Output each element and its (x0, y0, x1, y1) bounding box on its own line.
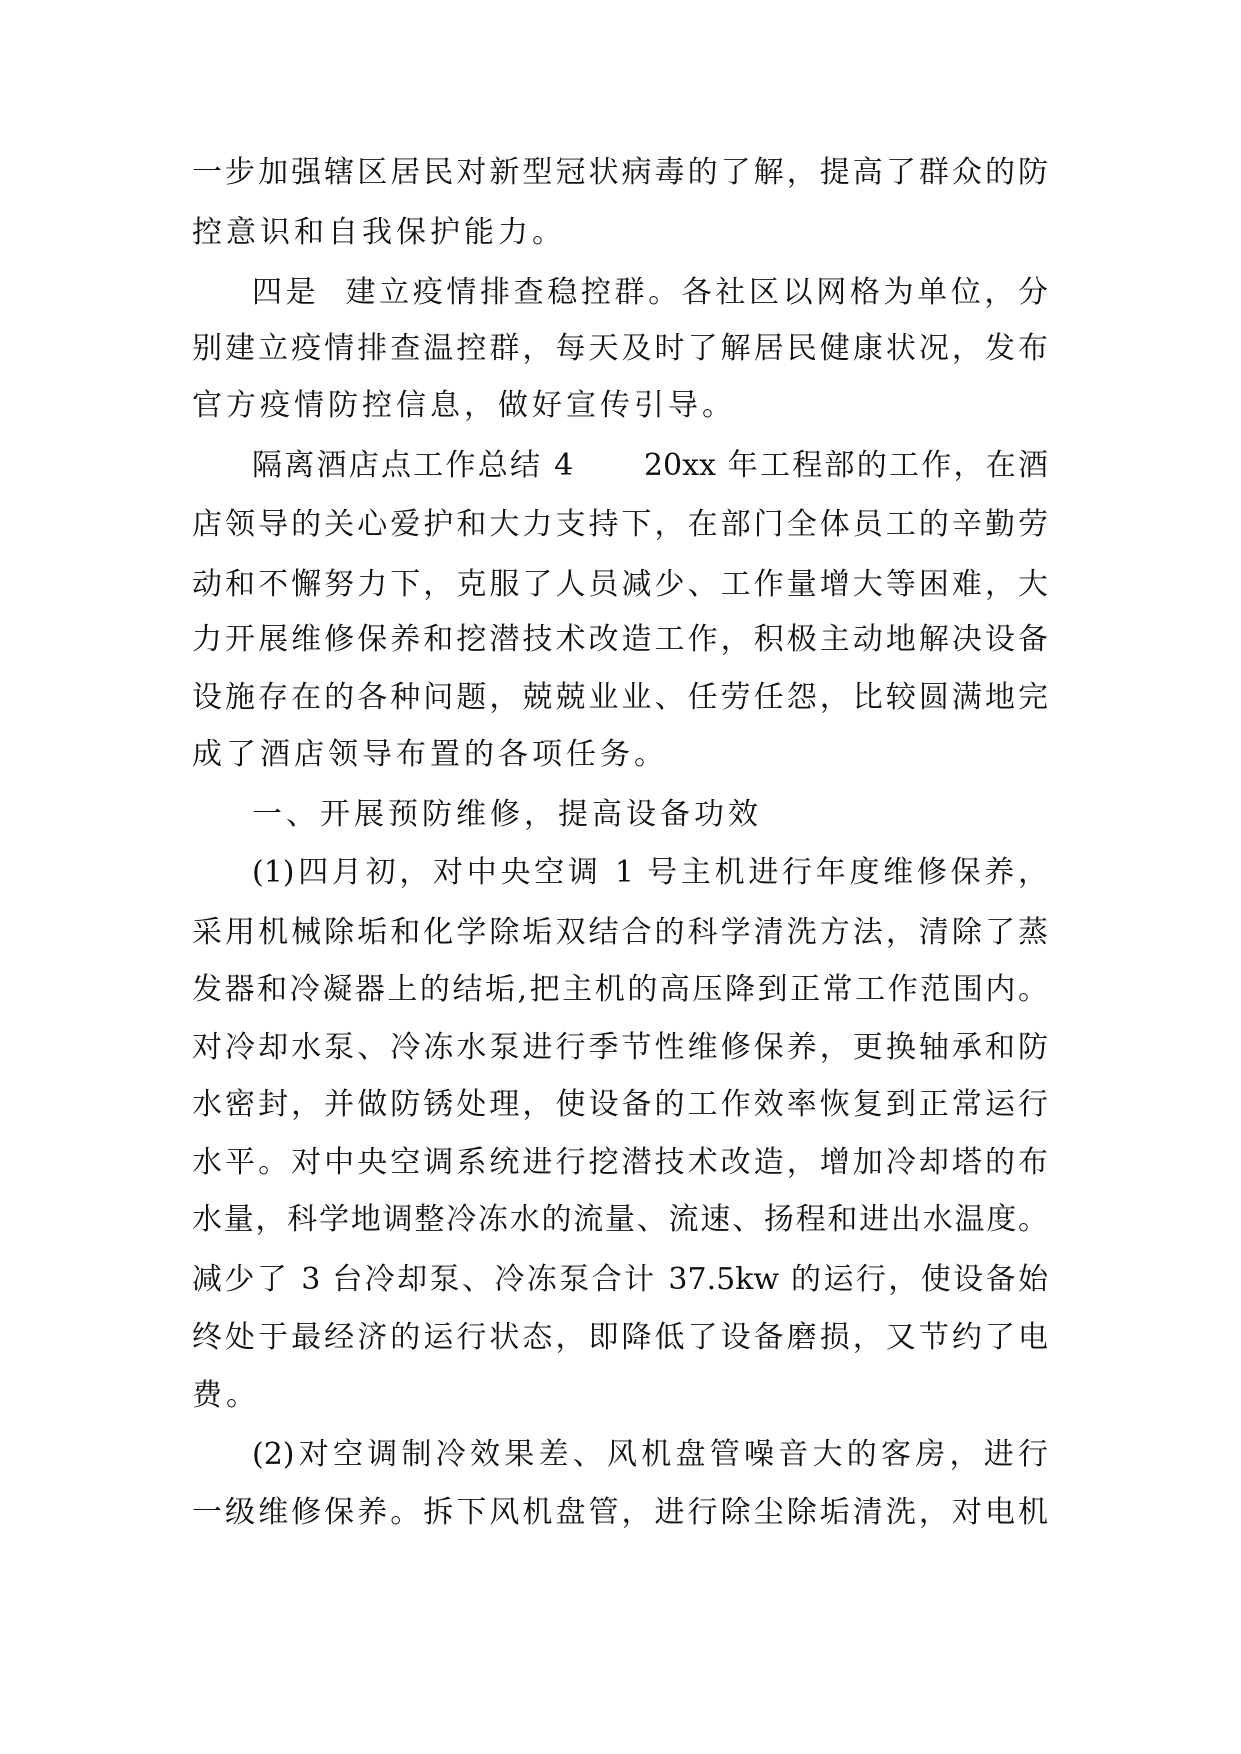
text-line-3: 四是 建立疫情排查稳控群。各社区以网格为单位，分 (252, 275, 1048, 310)
text-line-6: 隔离酒店点工作总结 4 20xx 年工程部的工作，在酒 (252, 448, 1048, 483)
text-line-8: 动和不懈努力下，克服了人员减少、工作量增大等困难，大 (192, 567, 1048, 602)
text-line-2: 控意识和自我保护能力。 (192, 215, 566, 250)
text-line-24: 一级维修保养。拆下风机盘管，进行除尘除垢清洗，对电机 (192, 1495, 1048, 1530)
text-line-4: 别建立疫情排查温控群，每天及时了解居民健康状况，发布 (192, 331, 1048, 366)
text-line-14: 采用机械除垢和化学除垢双结合的科学清洗方法，清除了蒸 (192, 915, 1048, 950)
text-line-10: 设施存在的各种问题，兢兢业业、任劳任怨，比较圆满地完 (192, 680, 1048, 715)
text-line-12: 一、开展预防维修，提高设备功效 (252, 797, 762, 832)
text-line-15: 发器和冷凝器上的结垢,把主机的高压降到正常工作范围内。 (192, 972, 1048, 1007)
text-line-22: 费。 (192, 1378, 260, 1413)
text-line-23: (2)对空调制冷效果差、风机盘管噪音大的客房，进行 (252, 1437, 1048, 1472)
text-line-5: 官方疫情防控信息，做好宣传引导。 (192, 388, 736, 423)
text-line-1: 一步加强辖区居民对新型冠状病毒的了解，提高了群众的防 (192, 155, 1048, 190)
text-line-7: 店领导的关心爱护和大力支持下，在部门全体员工的辛勤劳 (192, 507, 1048, 542)
text-line-9: 力开展维修保养和挖潜技术改造工作，积极主动地解决设备 (192, 622, 1048, 657)
text-line-18: 水平。对中央空调系统进行挖潜技术改造，增加冷却塔的布 (192, 1145, 1048, 1180)
text-line-13: (1)四月初，对中央空调 1 号主机进行年度维修保养， (252, 855, 1048, 890)
text-line-17: 水密封，并做防锈处理，使设备的工作效率恢复到正常运行 (192, 1087, 1048, 1122)
text-line-11: 成了酒店领导布置的各项任务。 (192, 737, 668, 772)
text-line-20: 减少了 3 台冷却泵、冷冻泵合计 37.5kw 的运行，使设备始 (192, 1262, 1048, 1297)
text-line-19: 水量，科学地调整冷冻水的流量、流速、扬程和进出水温度。 (192, 1202, 1048, 1237)
text-line-21: 终处于最经济的运行状态，即降低了设备磨损，又节约了电 (192, 1320, 1048, 1355)
text-line-16: 对冷却水泵、冷冻水泵进行季节性维修保养，更换轴承和防 (192, 1030, 1048, 1065)
